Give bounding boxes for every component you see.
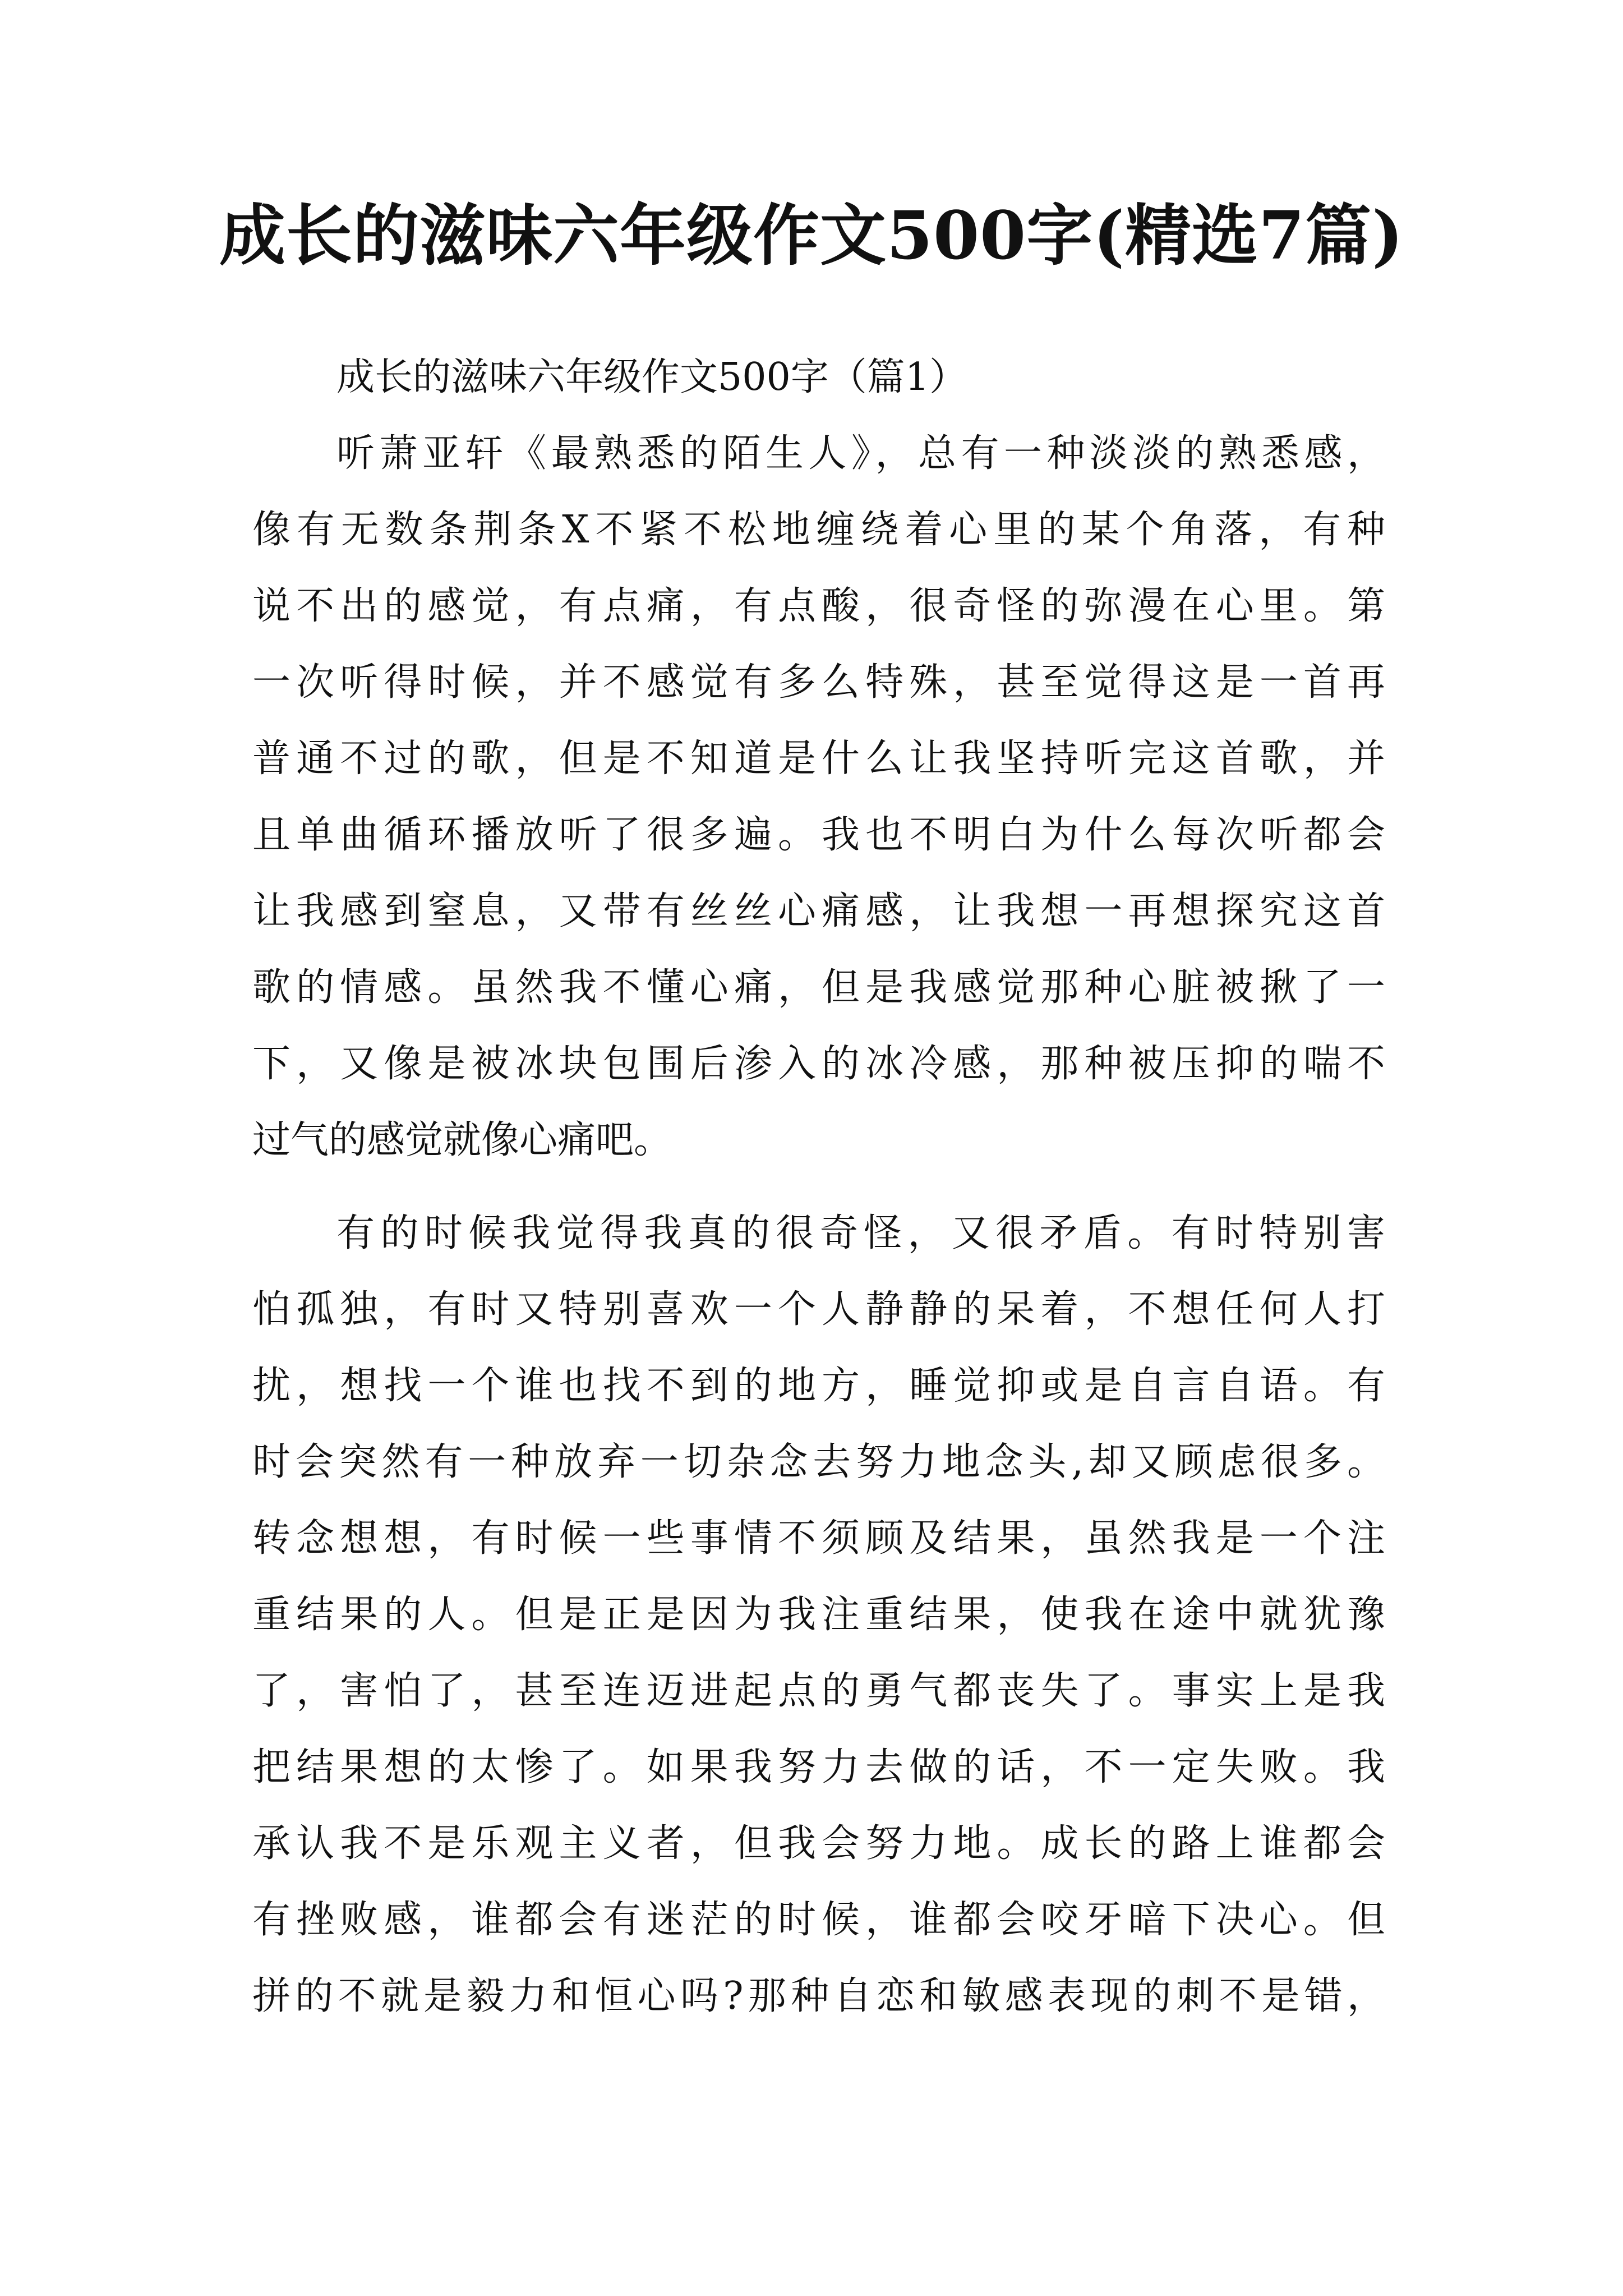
paragraph-line: 重结果的人。但是正是因为我注重结果，使我在途中就犹豫 [252,1593,1385,1637]
paragraph-line: 有的时候我觉得我真的很奇怪，又很矛盾。有时特别害 [336,1211,1385,1255]
paragraph-2 [252,1195,1385,2035]
paragraph-line: 转念想想，有时候一些事情不须顾及结果，虽然我是一个注 [252,1516,1385,1561]
paragraph-1 [252,416,1385,1179]
paragraph-line: 一次听得时候，并不感觉有多么特殊，甚至觉得这是一首再 [252,660,1385,705]
document-title: 成长的滋味六年级作文500字(精选7篇) [219,196,1404,274]
paragraph-line: 听萧亚轩《最熟悉的陌生人》，总有一种淡淡的熟悉感， [336,431,1385,476]
paragraph-line: 承认我不是乐观主义者，但我会努力地。成长的路上谁都会 [252,1821,1385,1866]
paragraph-line: 把结果想的太惨了。如果我努力去做的话，不一定失败。我 [252,1745,1385,1789]
paragraph-line: 让我感到窒息，又带有丝丝心痛感，让我想一再想探究这首 [252,889,1385,933]
paragraph-line: 下，又像是被冰块包围后渗入的冰冷感，那种被压抑的喘不 [252,1042,1385,1086]
paragraph-line: 过气的感觉就像心痛吧。 [252,1118,672,1162]
paragraph-line: 有挫败感，谁都会有迷茫的时候，谁都会咬牙暗下决心。但 [252,1898,1385,1942]
paragraph-line: 时会突然有一种放弃一切杂念去努力地念头,却又顾虑很多。 [252,1440,1385,1484]
paragraph-line: 像有无数条荆条X不紧不松地缠绕着心里的某个角落，有种 [252,508,1385,552]
paragraph-line: 普通不过的歌，但是不知道是什么让我坚持听完这首歌，并 [252,737,1385,781]
document-body [252,339,1385,2035]
paragraph-line: 说不出的感觉，有点痛，有点酸，很奇怪的弥漫在心里。第 [252,584,1385,628]
paragraph-line: 歌的情感。虽然我不懂心痛，但是我感觉那种心脏被揪了一 [252,965,1385,1010]
paragraph-line: 扰，想找一个谁也找不到的地方，睡觉抑或是自言自语。有 [252,1364,1385,1408]
section-heading: 成长的滋味六年级作文500字（篇1） [336,355,968,399]
paragraph-line: 怕孤独，有时又特别喜欢一个人静静的呆着，不想任何人打 [252,1287,1385,1332]
paragraph-line: 拼的不就是毅力和恒心吗?那种自恋和敏感表现的刺不是错， [252,1974,1385,2018]
paragraph-spacer [252,1179,1385,1195]
paragraph-line: 了，害怕了，甚至连迈进起点的勇气都丧失了。事实上是我 [252,1669,1385,1713]
paragraph-line: 且单曲循环播放听了很多遍。我也不明白为什么每次听都会 [252,813,1385,857]
